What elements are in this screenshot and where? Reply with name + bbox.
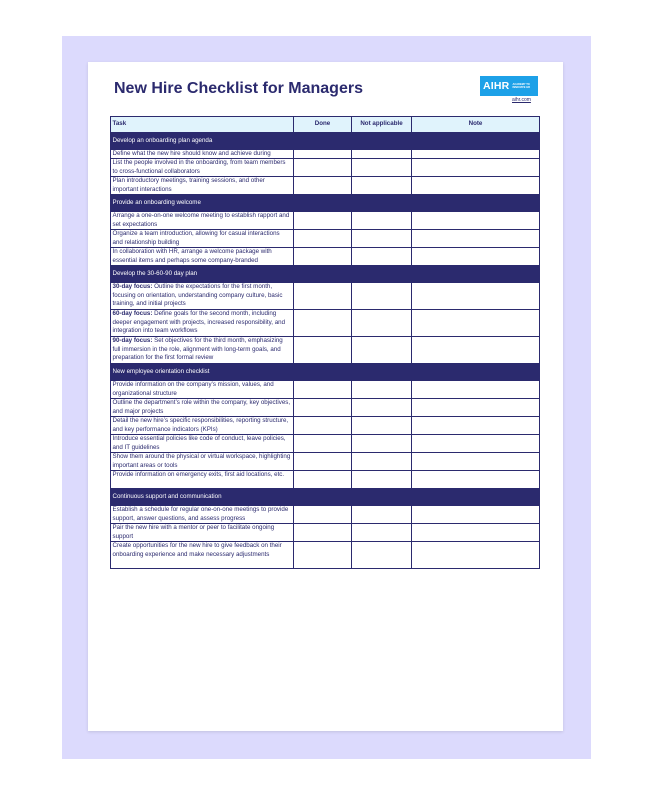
done-cell[interactable] <box>294 230 352 248</box>
table-row <box>111 337 540 364</box>
done-cell[interactable] <box>294 212 352 230</box>
note-cell[interactable] <box>412 212 540 230</box>
not-applicable-cell[interactable] <box>352 150 412 159</box>
table-row <box>111 310 540 337</box>
done-cell[interactable] <box>294 381 352 399</box>
done-cell[interactable] <box>294 283 352 310</box>
not-applicable-cell[interactable] <box>352 417 412 435</box>
note-cell[interactable] <box>412 381 540 399</box>
task-cell: Outline the department’s role within the company, key objectives, and major projects <box>111 399 294 417</box>
done-cell[interactable] <box>294 506 352 524</box>
table-row <box>111 417 540 435</box>
table-row <box>111 435 540 453</box>
logo-url-link[interactable]: aihr.com <box>512 97 531 103</box>
task-cell: Arrange a one-on-one welcome meeting to establish rapport and set expectations <box>111 212 294 230</box>
note-cell[interactable] <box>412 310 540 337</box>
task-cell: Provide information on the company’s mission, values, and organizational structure <box>111 381 294 399</box>
task-cell: Introduce essential policies like code of conduct, leave policies, and IT guidelines <box>111 435 294 453</box>
task-cell: List the people involved in the onboarding, from team members to cross-functional collaborators <box>111 159 294 177</box>
note-cell[interactable] <box>412 435 540 453</box>
logo-tagline: ACADEMY TO INNOVATE HR <box>512 83 530 89</box>
table-row <box>111 399 540 417</box>
section-title: Develop an onboarding plan agenda <box>111 133 540 150</box>
not-applicable-cell[interactable] <box>352 177 412 195</box>
section-title: New employee orientation checklist <box>111 364 540 381</box>
done-cell[interactable] <box>294 524 352 542</box>
not-applicable-cell[interactable] <box>352 524 412 542</box>
note-cell[interactable] <box>412 542 540 569</box>
done-cell[interactable] <box>294 177 352 195</box>
task-cell: Organize a team introduction, allowing for casual interactions and relationship building <box>111 230 294 248</box>
not-applicable-cell[interactable] <box>352 399 412 417</box>
focus-text: Set objectives for the third month, emphasizing full immersion in the role, alignment with long-term goals, and preparation for the first formal review <box>112 337 283 362</box>
section-title: Develop the 30-60-90 day plan <box>111 266 540 283</box>
not-applicable-cell[interactable] <box>352 435 412 453</box>
task-cell <box>111 337 294 364</box>
table-row <box>111 506 540 524</box>
task-cell <box>111 283 294 310</box>
not-applicable-cell[interactable] <box>352 248 412 266</box>
task-cell: In collaboration with HR, arrange a welcome package with essential items and perhaps some company-branded <box>111 248 294 266</box>
table-row <box>111 230 540 248</box>
not-applicable-cell[interactable] <box>352 212 412 230</box>
note-cell[interactable] <box>412 417 540 435</box>
not-applicable-cell[interactable] <box>352 310 412 337</box>
table-row <box>111 453 540 471</box>
note-cell[interactable] <box>412 283 540 310</box>
document-title: New Hire Checklist for Managers <box>114 80 363 97</box>
checklist-table <box>110 116 540 569</box>
not-applicable-cell[interactable] <box>352 453 412 471</box>
done-cell[interactable] <box>294 399 352 417</box>
done-cell[interactable] <box>294 453 352 471</box>
note-cell[interactable] <box>412 248 540 266</box>
table-row <box>111 159 540 177</box>
done-cell[interactable] <box>294 471 352 489</box>
done-cell[interactable] <box>294 248 352 266</box>
table-row <box>111 524 540 542</box>
done-cell[interactable] <box>294 542 352 569</box>
not-applicable-cell[interactable] <box>352 337 412 364</box>
note-cell[interactable] <box>412 337 540 364</box>
table-row <box>111 177 540 195</box>
focus-label: 90-day focus: <box>112 337 153 345</box>
header-task: Task <box>111 117 294 133</box>
focus-text: Outline the expectations for the first month, focusing on orientation, understanding company culture, basic training, and initial projects <box>112 283 283 308</box>
note-cell[interactable] <box>412 177 540 195</box>
section-header <box>111 489 540 506</box>
not-applicable-cell[interactable] <box>352 230 412 248</box>
not-applicable-cell[interactable] <box>352 381 412 399</box>
note-cell[interactable] <box>412 506 540 524</box>
not-applicable-cell[interactable] <box>352 471 412 489</box>
not-applicable-cell[interactable] <box>352 159 412 177</box>
table-row <box>111 381 540 399</box>
table-row <box>111 248 540 266</box>
header-not-applicable: Not applicable <box>352 117 412 133</box>
section-header <box>111 364 540 381</box>
task-cell: Show them around the physical or virtual workspace, highlighting important areas or tools <box>111 453 294 471</box>
table-row <box>111 283 540 310</box>
task-cell: Define what the new hire should know and achieve during <box>111 150 294 159</box>
logo-wordmark: AIHR <box>483 80 510 92</box>
note-cell[interactable] <box>412 399 540 417</box>
note-cell[interactable] <box>412 150 540 159</box>
section-title: Provide an onboarding welcome <box>111 195 540 212</box>
table-row <box>111 542 540 569</box>
note-cell[interactable] <box>412 471 540 489</box>
section-title: Continuous support and communication <box>111 489 540 506</box>
not-applicable-cell[interactable] <box>352 506 412 524</box>
note-cell[interactable] <box>412 524 540 542</box>
note-cell[interactable] <box>412 159 540 177</box>
task-cell: Provide information on emergency exits, first aid locations, etc. <box>111 471 294 489</box>
table-header-row <box>111 117 540 133</box>
note-cell[interactable] <box>412 453 540 471</box>
document-page <box>88 62 563 731</box>
task-cell <box>111 310 294 337</box>
task-cell: Detail the new hire’s specific responsibilities, reporting structure, and key performance indicators (KPIs) <box>111 417 294 435</box>
aihr-logo <box>480 76 538 96</box>
done-cell[interactable] <box>294 159 352 177</box>
section-header <box>111 266 540 283</box>
task-cell: Establish a schedule for regular one-on-one meetings to provide support, answer questions, and assess progress <box>111 506 294 524</box>
table-row <box>111 212 540 230</box>
done-cell[interactable] <box>294 337 352 364</box>
focus-label: 60-day focus: <box>112 310 153 318</box>
section-header <box>111 133 540 150</box>
note-cell[interactable] <box>412 230 540 248</box>
done-cell[interactable] <box>294 417 352 435</box>
section-header <box>111 195 540 212</box>
table-row <box>111 150 540 159</box>
not-applicable-cell[interactable] <box>352 283 412 310</box>
header-done: Done <box>294 117 352 133</box>
focus-text: Define goals for the second month, including deeper engagement with projects, increased responsibility, and integration into team workflows <box>112 310 286 335</box>
header-note: Note <box>412 117 540 133</box>
table-row <box>111 471 540 489</box>
done-cell[interactable] <box>294 310 352 337</box>
not-applicable-cell[interactable] <box>352 542 412 569</box>
task-cell: Pair the new hire with a mentor or peer to facilitate ongoing support <box>111 524 294 542</box>
task-cell: Create opportunities for the new hire to give feedback on their onboarding experience and make necessary adjustments <box>111 542 294 569</box>
focus-label: 30-day focus: <box>112 283 153 291</box>
task-cell: Plan introductory meetings, training sessions, and other important interactions <box>111 177 294 195</box>
done-cell[interactable] <box>294 435 352 453</box>
done-cell[interactable] <box>294 150 352 159</box>
